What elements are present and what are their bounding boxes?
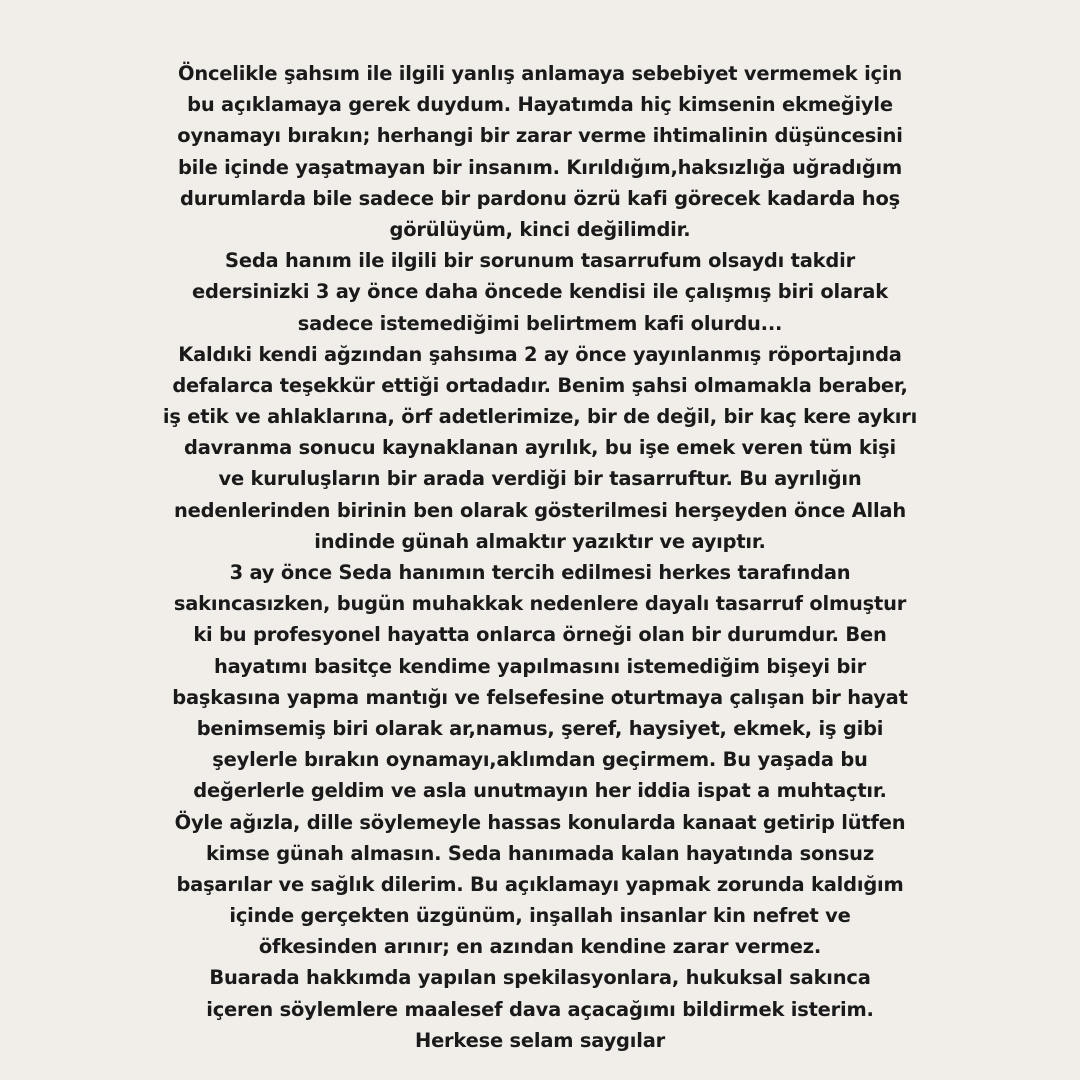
statement-line: sakıncasızken, bugün muhakkak nedenlere dayalı tasarruf olmuştur	[173, 592, 907, 616]
statement-line: görülüyüm, kinci değilimdir.	[389, 217, 691, 241]
statement-line: durumlarda bile sadece bir pardonu özrü kafi görecek kadarda hoş	[180, 186, 900, 210]
statement-line: oynamayı bırakın; herhangi bir zarar verme ihtimalinin düşüncesini	[177, 124, 903, 148]
statement-line: içinde gerçekten üzgünüm, inşallah insanlar kin nefret ve	[229, 904, 851, 928]
statement-line: ki bu profesyonel hayatta onlarca örneği olan bir durumdur. Ben	[193, 623, 887, 647]
statement-line: bu açıklamaya gerek duydum. Hayatımda hiç kimsenin ekmeğiyle	[187, 93, 893, 117]
statement-line: Öyle ağızla, dille söylemeyle hassas konularda kanaat getirip lütfen	[174, 810, 906, 834]
statement-line: Kaldıki kendi ağzından şahsıma 2 ay önce yayınlanmış röportajında	[178, 342, 902, 366]
statement-line: edersinizki 3 ay önce daha öncede kendisi ile çalışmış biri olarak	[192, 280, 888, 304]
statement-line: bile içinde yaşatmayan bir insanım. Kırıldığım,haksızlığa uğradığım	[177, 155, 903, 179]
statement-line: Buarada hakkımda yapılan spekilasyonlara, hukuksal sakınca	[209, 966, 871, 990]
statement-line: ve kuruluşların bir arada verdiği bir tasarruftur. Bu ayrılığın	[218, 467, 862, 491]
statement-line: Seda hanım ile ilgili bir sorunum tasarrufum olsaydı takdir	[225, 249, 855, 273]
statement-line: defalarca teşekkür ettiği ortadadır. Benim şahsi olmamakla beraber,	[172, 373, 908, 397]
statement-line: başarılar ve sağlık dilerim. Bu açıklamayı yapmak zorunda kaldığım	[176, 872, 904, 896]
statement-line: değerlerle geldim ve asla unutmayın her iddia ispat a muhtaçtır.	[193, 779, 887, 803]
statement-line: sadece istemediğimi belirtmem kafi olurdu...	[297, 311, 783, 335]
statement-line: 3 ay önce Seda hanımın tercih edilmesi herkes tarafından	[229, 561, 851, 584]
statement-line: öfkesinden arınır; en azından kendine zarar vermez.	[258, 935, 822, 959]
statement-line: içeren söylemlere maalesef dava açacağımı bildirmek isterim.	[206, 997, 874, 1021]
statement-line: indinde günah almaktır yazıktır ve ayıptır.	[314, 529, 766, 553]
statement-text	[0, 58, 1080, 1056]
statement-line: iş etik ve ahlaklarına, örf adetlerimize, bir de değil, bir kaç kere aykırı	[162, 405, 918, 429]
statement-line: benimsemiş biri olarak ar,namus, şeref, haysiyet, ekmek, iş gibi	[196, 716, 884, 740]
statement-line: nedenlerinden birinin ben olarak gösterilmesi herşeyden önce Allah	[174, 498, 906, 522]
statement-closing: Herkese selam saygılar	[415, 1028, 665, 1052]
statement-line: şeylerle bırakın oynamayı,aklımdan geçirmem. Bu yaşada bu	[212, 748, 868, 772]
statement-line: başkasına yapma mantığı ve felsefesine oturtmaya çalışan bir hayat	[172, 685, 908, 709]
statement-line: hayatımı basitçe kendime yapılmasını istemediğim bişeyi bir	[213, 654, 867, 678]
statement-line: kimse günah almasın. Seda hanımada kalan hayatında sonsuz	[206, 841, 874, 865]
statement-line: Öncelikle şahsım ile ilgili yanlış anlamaya sebebiyet vermemek için	[178, 62, 902, 85]
statement-line: davranma sonucu kaynaklanan ayrılık, bu işe emek veren tüm kişi	[184, 436, 896, 460]
